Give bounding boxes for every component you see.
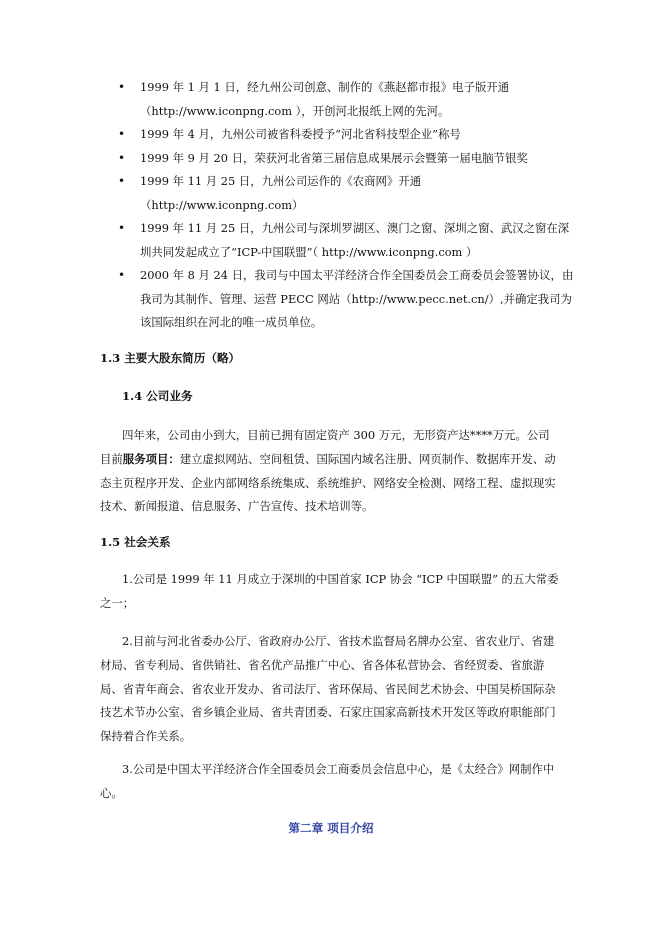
- list-item: • 2000 年 8 月 24 日，我司与中国太平洋经济合作全国委员会工商委员会签署协议，由我司为其制作、管理、运营 PECC 网站（http://www.pecc.net.cn/）,并确定我司为该国际组织在河北的唯一成员单位。: [118, 264, 578, 335]
- relation-paragraph-2: 2.目前与河北省委办公厅、省政府办公厅、省技术监督局名牌办公室、省农业厅、省建材局、省专利局、省供销社、省名优产品推广中心、省各体私营协会、省经贸委、省旅游局、省青年商会、省农业开发办、省司法厅、省环保局、省民间艺术协会、中国吴桥国际杂技艺术节办公室、省乡镇企业局、省共青团委、石家庄国家高新技术开发区等政府职能部门保持着合作关系。: [100, 634, 556, 744]
- relation-paragraph-3: 3.公司是中国太平洋经济合作全国委员会工商委员会信息中心，是《太经合》网制作中心。: [100, 762, 555, 800]
- service-items-label: 服务项目：: [122, 451, 180, 466]
- business-text-a: 四年来，公司由小到大，目前已拥有固定资产 300 万元，无形资产达****万元。公司目前: [100, 428, 550, 466]
- business-text-b: 建立虚拟网站、空间租赁、国际国内域名注册、网页制作、数据库开发、动态主页程序开发、企业内部网络系统集成、系统维护、网络安全检测、网络工程、虚拟现实技术、新闻报道、信息服务、广告宣传、技术培训等。: [100, 451, 556, 514]
- milestone-list: [118, 76, 578, 335]
- chapter-heading: 第二章 项目介绍: [288, 821, 374, 835]
- list-item: • 1999 年 11 月 25 日，九州公司与深圳罗湖区、澳门之窗、深圳之窗、武汉之窗在深圳共同发起成立了“ICP-中国联盟”（ http://www.iconpng.com ）: [118, 217, 578, 264]
- list-item: • 1999 年 11 月 25 日，九州公司运作的《农商网》开通（http://www.iconpng.com）: [118, 170, 578, 217]
- section-heading-1-3: 1.3 主要大股东简历（略）: [100, 351, 241, 365]
- section-heading-1-4: 1.4 公司业务: [122, 389, 193, 403]
- list-item: • 1999 年 9 月 20 日，荣获河北省第三届信息成果展示会暨第一届电脑节银奖: [118, 147, 578, 171]
- section-heading-1-5: 1.5 社会关系: [100, 535, 171, 549]
- relation-paragraph-1: 1.公司是 1999 年 11 月成立于深圳的中国首家 ICP 协会 “ICP 中国联盟” 的五大常委之一；: [100, 572, 559, 610]
- business-paragraph: [100, 424, 560, 519]
- list-item: • 1999 年 4 月，九州公司被省科委授予“河北省科技型企业”称号: [118, 123, 578, 147]
- list-item: • 1999 年 1 月 1 日，经九州公司创意、制作的《燕赵都市报》电子版开通（http://www.iconpng.com ），开创河北报纸上网的先河。: [118, 76, 578, 123]
